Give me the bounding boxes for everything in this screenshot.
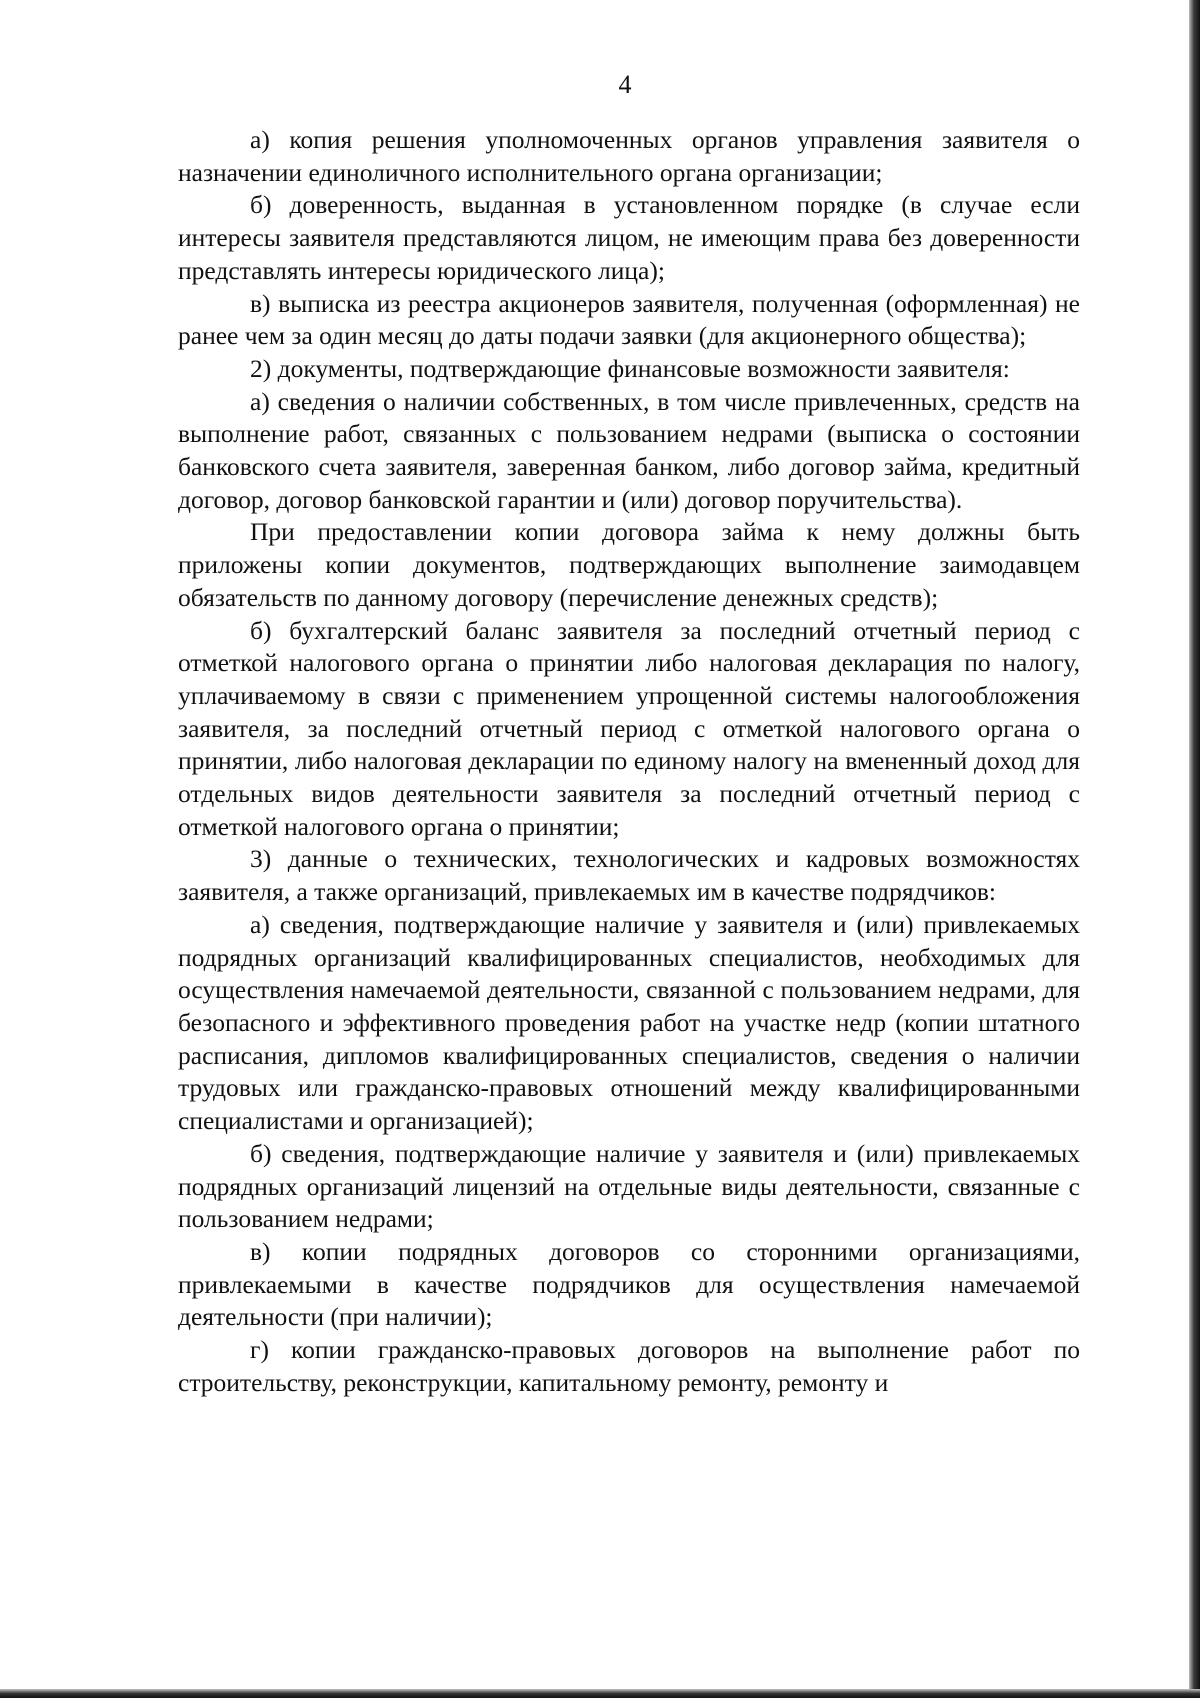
document-body [178, 124, 1080, 1399]
paragraph-technical-capabilities: 3) данные о технических, технологических и кадровых возможностях заявителя, а также организаций, привлекаемых им в качестве подрядчиков: [178, 844, 1080, 907]
paragraph-financial-documents: 2) документы, подтверждающие финансовые возможности заявителя: [250, 353, 1010, 383]
paragraph-loan-agreement-copy: При предоставлении копии договора займа к нему должны быть приложены копии документов, подтверждающих выполнение заимодавцем обязательств по данному договору (перечисление денежных средств); [178, 517, 1080, 612]
paragraph-shareholder-register-extract: в) выписка из реестра акционеров заявителя, полученная (оформленная) не ранее чем за один месяц до даты подачи заявки (для акционерного общества); [178, 288, 1080, 351]
paragraph-copy-of-decision: а) копия решения уполномоченных органов управления заявителя о назначении единоличного исполнительного органа организации; [178, 125, 1080, 187]
paragraph-own-funds-info: а) сведения о наличии собственных, в том числе привлеченных, средств на выполнение работ, связанных с пользованием недрами (выписка о состоянии банковского счета заявителя, заверенная банком, либо договор займа, кредитный договор, договор банковской гарантии и (или) договор поручительства). [178, 386, 1080, 514]
paragraph-civil-contracts: г) копии гражданско-правовых договоров на выполнение работ по строительству, реконструкции, капитальному ремонту, ремонту и [178, 1335, 1080, 1397]
paragraph-power-of-attorney: б) доверенность, выданная в установленном порядке (в случае если интересы заявителя представляются лицом, не имеющим права без доверенности представлять интересы юридического лица); [178, 190, 1080, 285]
paragraph-licenses: б) сведения, подтверждающие наличие у заявителя и (или) привлекаемых подрядных организаций лицензий на отдельные виды деятельности, связанные с пользованием недрами; [178, 1138, 1080, 1234]
paragraph-balance-sheet: б) бухгалтерский баланс заявителя за последний отчетный период с отметкой налогового органа о принятии либо налоговая декларация по налогу, уплачиваемому в связи с применением упрощенной системы налогообложения заявителя, за последний отчетный период с отметкой налогового органа о принятии, либо налоговая декларации по единому налогу на вмененный доход для отдельных видов деятельности заявителя за последний отчетный период с отметкой налогового органа о принятии; [178, 615, 1080, 841]
scan-edge-bottom [0, 1689, 1200, 1698]
paragraph-qualified-specialists: а) сведения, подтверждающие наличие у заявителя и (или) привлекаемых подрядных организаций квалифицированных специалистов, необходимых для осуществления намечаемой деятельности, связанной с пользованием недрами, для безопасного и эффективного проведения работ на участке недр (копии штатного расписания, дипломов квалифицированных специалистов, сведения о наличии трудовых или гражданско-правовых отношений между квалифицированными специалистами и организацией); [178, 909, 1080, 1136]
page-number: 4 [618, 70, 632, 99]
paragraph-subcontract-copies: в) копии подрядных договоров со сторонними организациями, привлекаемыми в качестве подрядчиков для осуществления намечаемой деятельности (при наличии); [178, 1236, 1080, 1332]
scan-edge-right [1189, 0, 1200, 1698]
